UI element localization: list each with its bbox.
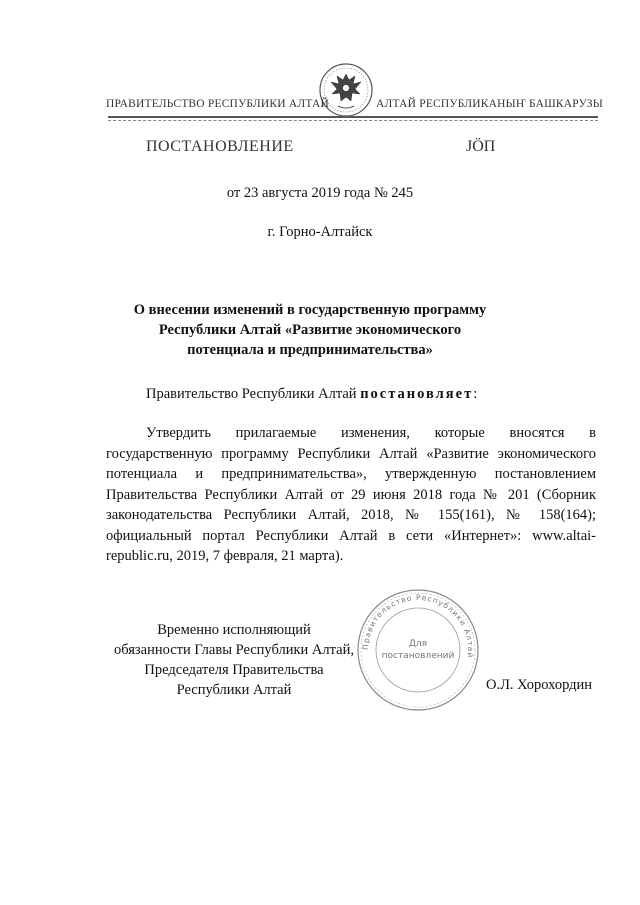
signatory-line: Временно исполняющий	[157, 622, 311, 638]
document-city: г. Горно-Алтайск	[267, 224, 373, 240]
signatory-line: обязанности Главы Республики Алтай,	[114, 642, 354, 658]
stamp-center-line2: постановлений	[381, 651, 455, 661]
document-date-number: от 23 августа 2019 года № 245	[226, 185, 414, 201]
official-stamp	[356, 588, 480, 712]
header-divider	[108, 116, 598, 118]
document-type-ru: ПОСТАНОВЛЕНИЕ	[146, 138, 294, 155]
header-divider-dashed	[108, 120, 598, 121]
signatory-line: Республики Алтай	[176, 682, 292, 698]
government-name-ru: ПРАВИТЕЛЬСТВО РЕСПУБЛИКИ АЛТАЙ	[106, 98, 330, 110]
document-title: О внесении изменений в государственную программу Республики Алтай «Развитие экономического потенциала и предпринимательства»	[133, 302, 487, 358]
government-name-altai: АЛТАЙ РЕСПУБЛИКАНЫҤ БАШКАРУЗЫ	[376, 98, 603, 110]
signatory-position	[104, 620, 364, 700]
stamp-ring-text: Правительство Республики Алтай	[360, 592, 476, 659]
signer-name: О.Л. Хорохордин	[486, 677, 593, 693]
preamble	[146, 386, 477, 403]
preamble-verb: постановляет	[360, 386, 474, 402]
preamble-suffix: :	[473, 386, 478, 402]
signatory-line: Председателя Правительства	[144, 662, 324, 678]
document-body: Утвердить прилагаемые изменения, которые вносятся в государственную программу Республики Алтай «Развитие экономического потенциала и предпринимательства», утвержденную постановлением Правительства Республики Алтай от 29 июня 2018 года № 201 (Сборник законодательства Республики Алтай, 2018, № 155(161), № 158(164); официальный портал Республики Алтай в сети «Интернет»: www.altai-republic.ru, 2019, 7 февраля, 21 марта).	[106, 425, 596, 564]
preamble-prefix: Правительство Республики Алтай	[146, 386, 361, 402]
document-type-altai: ЈӦП	[466, 138, 496, 155]
stamp-center-line1: Для	[408, 639, 428, 649]
